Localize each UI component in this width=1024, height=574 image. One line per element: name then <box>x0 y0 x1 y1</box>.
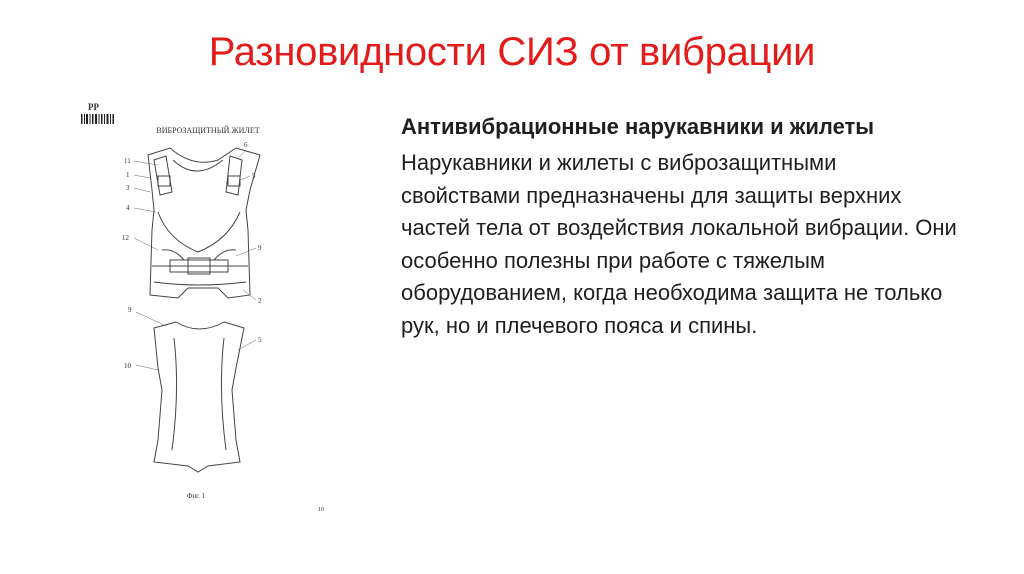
callout-label: 9 <box>128 306 132 314</box>
content-block <box>401 110 961 342</box>
callout-label: 5 <box>258 336 262 344</box>
code-label: PP <box>88 102 99 112</box>
vest-patent-drawing <box>78 100 338 520</box>
figure-caption: Фиг. 1 <box>186 492 206 500</box>
content-body: Нарукавники и жилеты с виброзащитными свойствами предназначены для защиты верхних частей тела от воздействия локальной вибрации. Они особенно полезны при работе с тяжелым оборудованием, когда необходима защита не только рук, но и плечевого пояса и спины. <box>401 150 957 338</box>
drawing-title: ВИБРОЗАЩИТНЫЙ ЖИЛЕТ <box>156 126 260 135</box>
callout-label: 4 <box>126 204 130 212</box>
callout-label: 9 <box>258 244 262 252</box>
callout-label: 12 <box>122 234 129 242</box>
callout-label: 2 <box>258 297 262 305</box>
callout-label: 11 <box>124 157 131 165</box>
callout-label: 6 <box>244 141 248 149</box>
barcode-graphic <box>81 114 114 124</box>
page-number: 10 <box>318 507 324 513</box>
content-heading: Антивибрационные нарукавники и жилеты <box>401 114 875 139</box>
back-callout-labels <box>124 306 262 370</box>
vest-front-view <box>148 148 260 298</box>
callout-label: 1 <box>126 171 130 179</box>
vest-back-view <box>154 322 244 472</box>
back-callouts <box>136 312 256 370</box>
callout-label: 10 <box>124 362 131 370</box>
callout-label: 3 <box>126 184 130 192</box>
slide-title: Разновидности СИЗ от вибрации <box>208 30 816 74</box>
callout-label: 5 <box>252 172 256 180</box>
vest-drawing-svg <box>78 100 338 520</box>
